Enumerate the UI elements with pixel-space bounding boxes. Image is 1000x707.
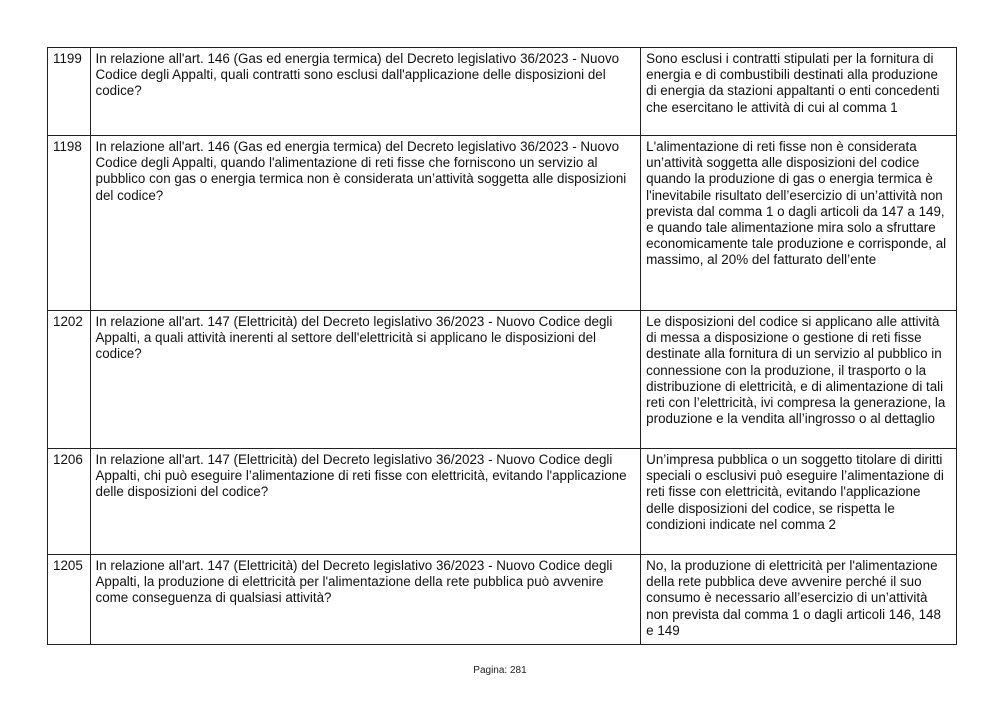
row-id: 1198 — [48, 136, 91, 311]
row-id: 1206 — [48, 449, 91, 555]
row-question: In relazione all'art. 147 (Elettricità) del Decreto legislativo 36/2023 - Nuovo Codice degli Appalti, a quali attività inerenti al settore dell'elettricità si applicano le disposizioni del codice? — [90, 311, 641, 449]
row-answer: Sono esclusi i contratti stipulati per la fornitura di energia e di combustibili destinati alla produzione di energia da stazioni appaltanti o enti concedenti che esercitano le attività di cui al comma 1 — [641, 48, 957, 136]
row-question: In relazione all'art. 146 (Gas ed energia termica) del Decreto legislativo 36/2023 - Nuovo Codice degli Appalti, quando l'alimentazione di reti fisse che forniscono un servizio al pubblico con gas o energia termica non è considerata un’attività soggetta alle disposizioni del codice? — [90, 136, 641, 311]
page-number: Pagina: 281 — [473, 665, 527, 676]
table-row — [48, 136, 957, 311]
row-id: 1205 — [48, 555, 91, 645]
row-answer: Le disposizioni del codice si applicano alle attività di messa a disposizione o gestione di reti fisse destinate alla fornitura di un servizio al pubblico in connessione con la produzione, il trasporto o la distribuzione di elettricità, e di alimentazione di tali reti con l’elettricità, ivi compresa la generazione, la produzione e la vendita all’ingrosso o al dettaglio — [641, 311, 957, 449]
qa-table — [47, 47, 957, 645]
row-answer: L'alimentazione di reti fisse non è considerata un’attività soggetta alle disposizioni del codice quando la produzione di gas o energia termica è l'inevitabile risultato dell’esercizio di un’attività non prevista dal comma 1 o dagli articoli da 147 a 149, e quando tale alimentazione mira solo a sfruttare economicamente tale produzione e corrisponde, al massimo, al 20% del fatturato dell’ente — [641, 136, 957, 311]
row-answer: Un’impresa pubblica o un soggetto titolare di diritti speciali o esclusivi può eseguire l’alimentazione di reti fisse con elettricità, evitando l'applicazione delle disposizioni del codice, se rispetta le condizioni indicate nel comma 2 — [641, 449, 957, 555]
row-question: In relazione all'art. 147 (Elettricità) del Decreto legislativo 36/2023 - Nuovo Codice degli Appalti, chi può eseguire l’alimentazione di reti fisse con elettricità, evitando l'applicazione delle disposizioni del codice? — [90, 449, 641, 555]
table-row — [48, 48, 957, 136]
table-row — [48, 555, 957, 645]
table-row — [48, 311, 957, 449]
row-answer: No, la produzione di elettricità per l'alimentazione della rete pubblica deve avvenire perché il suo consumo è necessario all’esercizio di un’attività non prevista dal comma 1 o dagli articoli 146, 148 e 149 — [641, 555, 957, 645]
row-question: In relazione all'art. 147 (Elettricità) del Decreto legislativo 36/2023 - Nuovo Codice degli Appalti, la produzione di elettricità per l'alimentazione della rete pubblica può avvenire come conseguenza di qualsiasi attività? — [90, 555, 641, 645]
row-question: In relazione all'art. 146 (Gas ed energia termica) del Decreto legislativo 36/2023 - Nuovo Codice degli Appalti, quali contratti sono esclusi dall'applicazione delle disposizioni del codice? — [90, 48, 641, 136]
row-id: 1202 — [48, 311, 91, 449]
table-row — [48, 449, 957, 555]
row-id: 1199 — [48, 48, 91, 136]
